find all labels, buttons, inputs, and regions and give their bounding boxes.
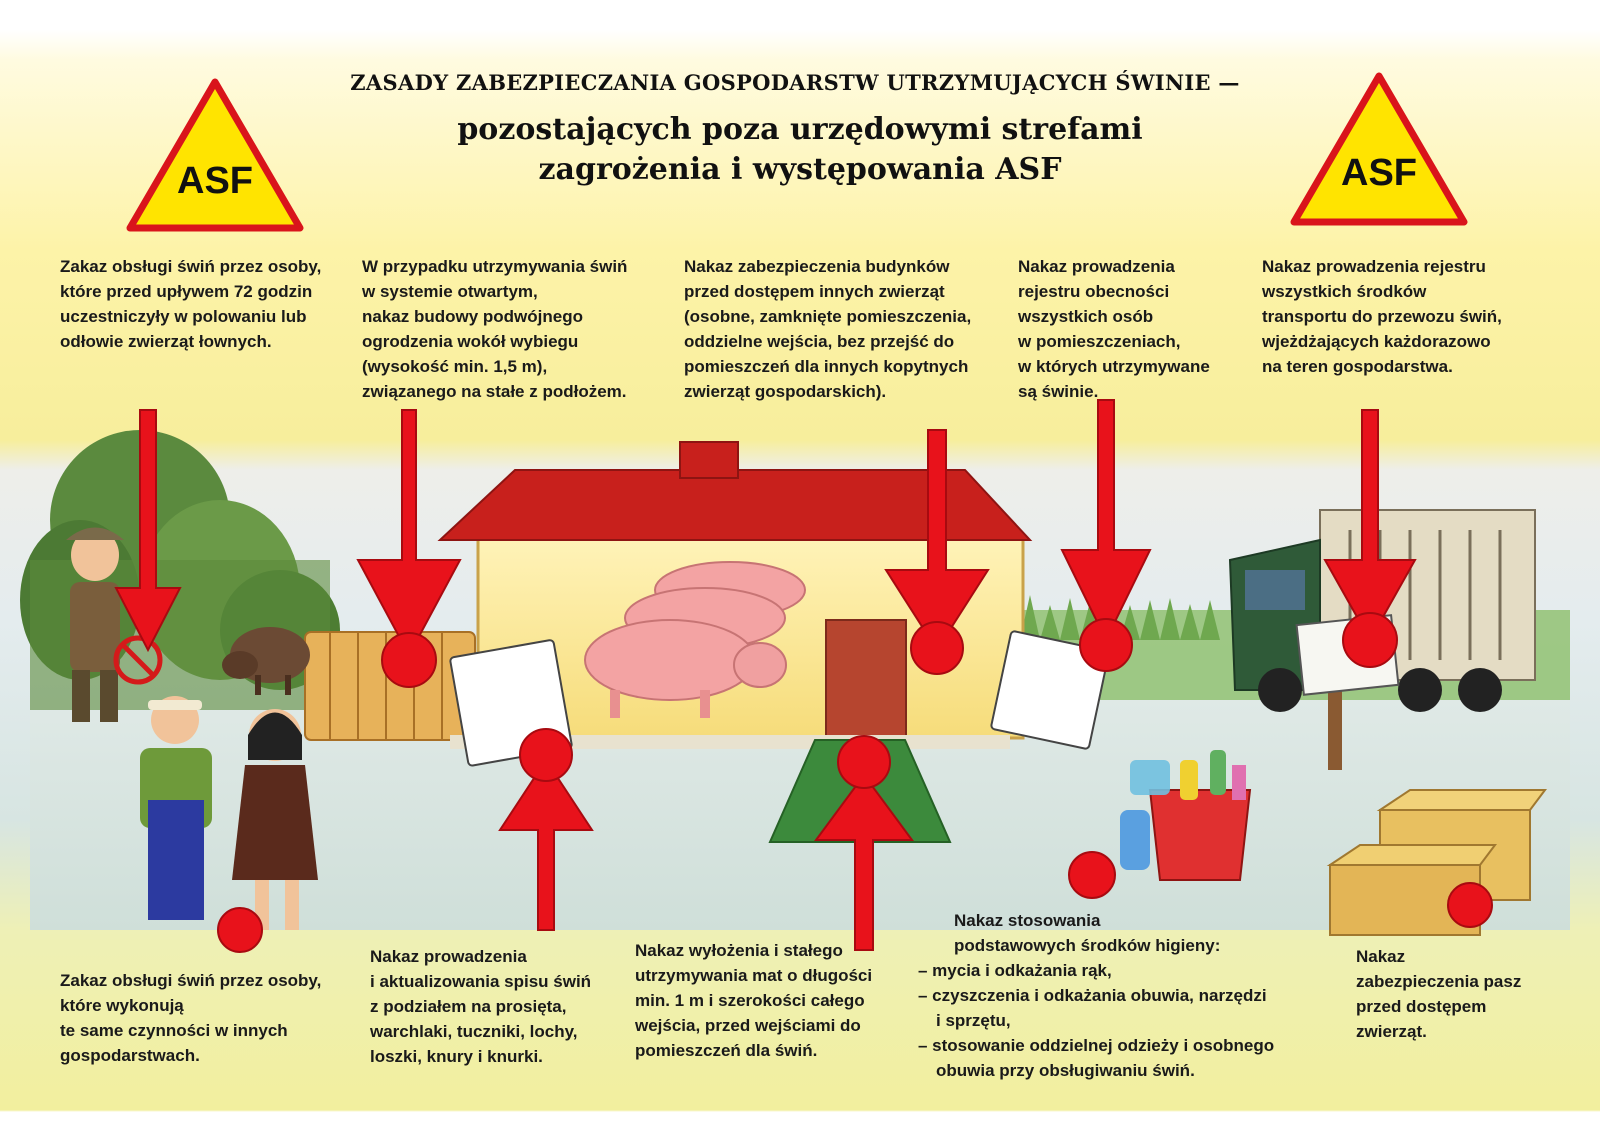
warning-triangle-right-shape <box>1290 72 1468 228</box>
asf-badge-right: ASF <box>1341 152 1417 194</box>
warning-triangle-icon <box>126 78 304 232</box>
rule-other-farms-ban: Zakaz obsługi świń przez osoby, które wykonują te same czynności w innych gospodarstwach. <box>60 971 322 1065</box>
warning-triangle-icon <box>1290 72 1468 228</box>
hygiene-list <box>918 958 1274 1083</box>
rule-disinfection-mats: Nakaz wyłożenia i stałego utrzymywania mat o długości min. 1 m i szerokości całego wejścia, przed wejściami do pomieszczeń dla świń. <box>635 941 873 1060</box>
asf-badge-left: ASF <box>177 160 253 202</box>
rule-attendance-register: Nakaz prowadzenia rejestru obecności wszystkich osób w pomieszczeniach, w których utrzymywane są świnie. <box>1018 257 1210 401</box>
warning-triangle-left-shape <box>126 78 304 232</box>
rule-building-security: Nakaz zabezpieczenia budynków przed dostępem innych zwierząt (osobne, zamknięte pomieszczenia, oddzielne wejścia, bez przejść do pomieszczeń dla innych kopytnych zwierząt gospodarskich). <box>684 257 972 401</box>
rule-hunting-ban: Zakaz obsługi świń przez osoby, które przed upływem 72 godzin uczestniczyły w polowaniu lub odłowie zwierząt łownych. <box>60 257 322 351</box>
hygiene-item: – mycia i odkażania rąk, <box>918 961 1112 980</box>
rule-double-fence: W przypadku utrzymywania świń w systemie otwartym, nakaz budowy podwójnego ogrodzenia wokół wybiegu (wysokość min. 1,5 m), związanego na stałe z podłożem. <box>362 257 628 401</box>
title-main: ZASADY ZABEZPIECZANIA GOSPODARSTW UTRZYMUJĄCYCH ŚWINIE — <box>350 70 1240 95</box>
rule-pig-inventory: Nakaz prowadzenia i aktualizowania spisu świń z podziałem na prosięta, warchlaki, tuczniki, lochy, loszki, knury i knurki. <box>370 947 592 1066</box>
hygiene-item: – czyszczenia i odkażania obuwia, narzędzi i sprzętu, <box>918 986 1267 1030</box>
title-subtitle: pozostających poza urzędowymi strefami zagrożenia i występowania ASF <box>457 112 1143 187</box>
rule-transport-register: Nakaz prowadzenia rejestru wszystkich środków transportu do przewozu świń, wjeżdżających każdorazowo na teren gospodarstwa. <box>1262 257 1502 376</box>
rule-feed-protection: Nakaz zabezpieczenia pasz przed dostępem zwierząt. <box>1356 947 1522 1041</box>
hygiene-item: – stosowanie oddzielnej odzieży i osobnego obuwia przy obsługiwaniu świń. <box>918 1036 1275 1080</box>
rule-hygiene-heading: Nakaz stosowania podstawowych środków higieny: <box>954 911 1221 955</box>
